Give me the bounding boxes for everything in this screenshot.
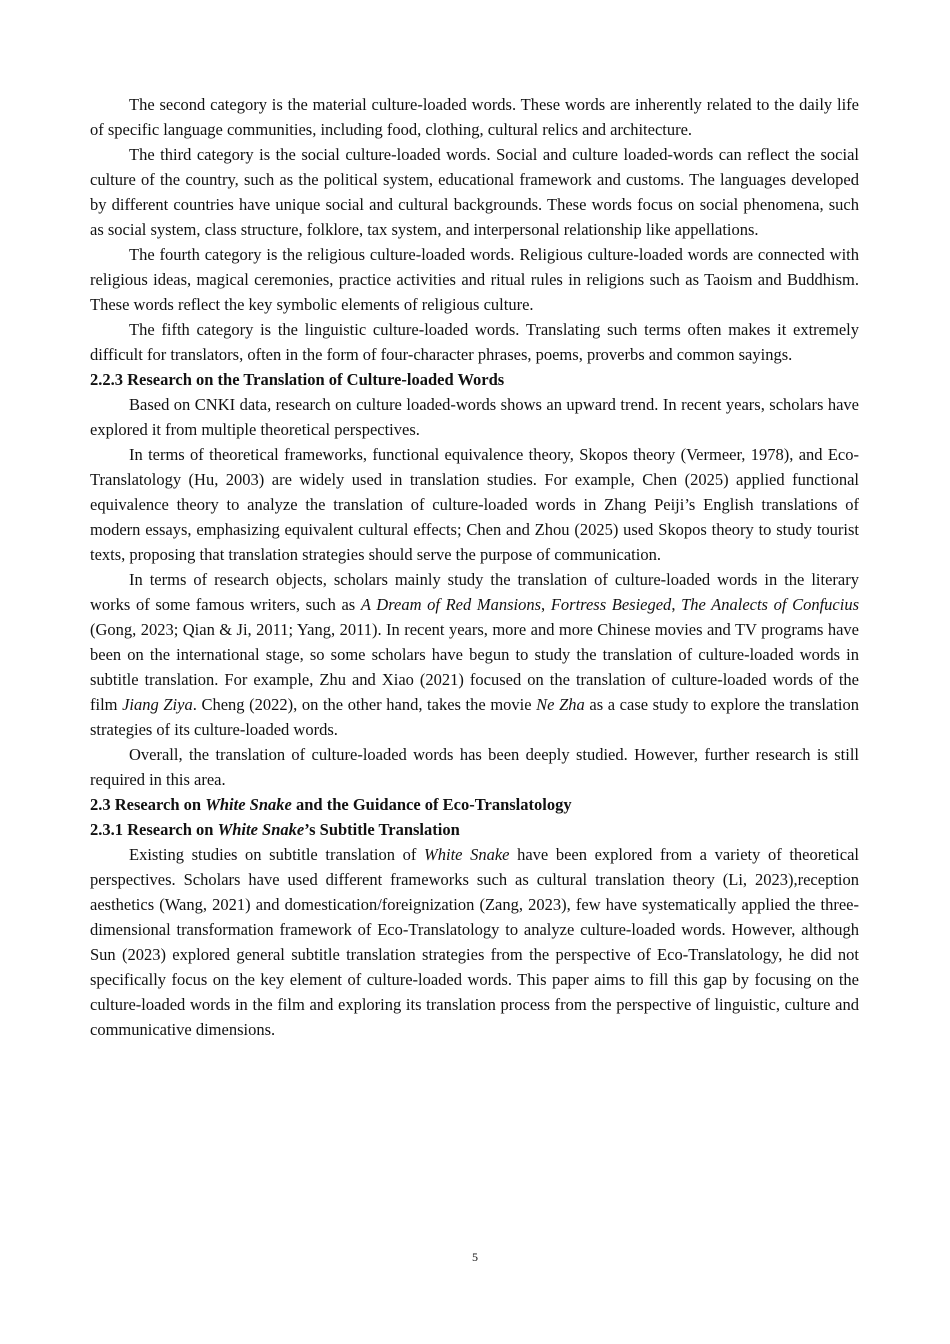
paragraph-cnki-trend: Based on CNKI data, research on culture loaded-words shows an upward trend. In recent years, scholars have explored it from multiple theoretical perspectives. [90,395,859,439]
paragraph-social-culture: The third category is the social culture-loaded words. Social and culture loaded-words can reflect the social culture of the country, such as the political system, educational framework and customs. The languages developed by different countries have unique social and cultural backgrounds. These words focus on social phenomena, such as social system, class structure, folklore, tax system, and interpersonal relationship like appellations. [90,145,859,239]
section-heading-2-3 [90,792,859,817]
paragraph-theoretical-frameworks: In terms of theoretical frameworks, functional equivalence theory, Skopos theory (Vermeer, 1978), and Eco-Translatology (Hu, 2003) are widely used in translation studies. For example, Chen (2025) applied functional equivalence theory to analyze the translation of culture-loaded words in Zhang Peiji’s English translations of modern essays, emphasizing equivalent cultural effects; Chen and Zhou (2025) used Skopos theory to study tourist texts, proposing that translation strategies should serve the purpose of communication. [90,445,859,564]
heading-text: ’s Subtitle Translation [304,820,460,839]
heading-text: and the Guidance of Eco-Translatology [291,795,572,814]
work-title-red-mansions: A Dream of Red Mansions [360,595,542,614]
document-body [90,92,859,1042]
text-run: (Gong, 2023; Qian & Ji, 2011; Yang, 2011). In recent years, more and more Chinese movies and TV programs have been on the international stage, so some scholars have begun to study the translation of culture-loaded words in subtitle translation. For example, Zhu and Xiao (2021) focused on the translation of culture-loaded words of the film [90,620,859,714]
paragraph-religious-culture: The fourth category is the religious culture-loaded words. Religious culture-loaded words are connected with religious ideas, magical ceremonies, practice activities and ritual rules in religions such as Taoism and Buddhism. These words reflect the key symbolic elements of religious culture. [90,245,859,314]
paragraph-overall: Overall, the translation of culture-loaded words has been deeply studied. However, further research is still required in this area. [90,745,859,789]
film-title-white-snake: White Snake [423,845,510,864]
section-heading-2-3-1 [90,817,859,842]
heading-text: 2.3.1 Research on [90,820,218,839]
paragraph-material-culture: The second category is the material culture-loaded words. These words are inherently related to the daily life of specific language communities, including food, clothing, cultural relics and architecture. [90,95,859,139]
page-number: 5 [472,1250,478,1264]
text-run: , [671,595,682,614]
text-run: , [541,595,551,614]
work-title-analects: The Analects of Confucius [681,595,859,614]
text-run: as a case study to explore the translation strategies of its culture-loaded words. [90,695,859,739]
text-run: . Cheng (2022), on the other hand, takes the movie [192,695,537,714]
text-run: In terms of research objects, scholars mainly study the translation of culture-loaded words in the literary works of some famous writers, such as [90,570,859,614]
paragraph-existing-studies [90,842,859,1042]
text-run: Existing studies on subtitle translation of [129,845,424,864]
work-title-fortress-besieged: Fortress Besieged [550,595,672,614]
film-title-white-snake: White Snake [205,795,292,814]
paragraph-linguistic-culture: The fifth category is the linguistic culture-loaded words. Translating such terms often makes it extremely difficult for translators, often in the form of four-character phrases, poems, proverbs and common sayings. [90,320,859,364]
paragraph-research-objects [90,567,859,742]
text-run: have been explored from a variety of theoretical perspectives. Scholars have used different frameworks such as cultural translation theory (Li, 2023),reception aesthetics (Wang, 2021) and domestication/foreignization (Zang, 2023), few have systematically applied the three-dimensional transformation framework of Eco-Translatology to analyze culture-loaded words. However, although Sun (2023) explored general subtitle translation strategies from the perspective of Eco-Translatology, he did not specifically focus on the key element of culture-loaded words. This paper aims to fill this gap by focusing on the culture-loaded words in the film and exploring its translation process from the perspective of linguistic, culture and communicative dimensions. [90,845,859,1039]
film-title-jiang-ziya: Jiang Ziya [122,695,193,714]
film-title-white-snake: White Snake [217,820,305,839]
heading-text: 2.3 Research on [90,795,206,814]
film-title-ne-zha: Ne Zha [536,695,585,714]
section-heading-2-2-3: 2.2.3 Research on the Translation of Culture-loaded Words [90,370,505,389]
